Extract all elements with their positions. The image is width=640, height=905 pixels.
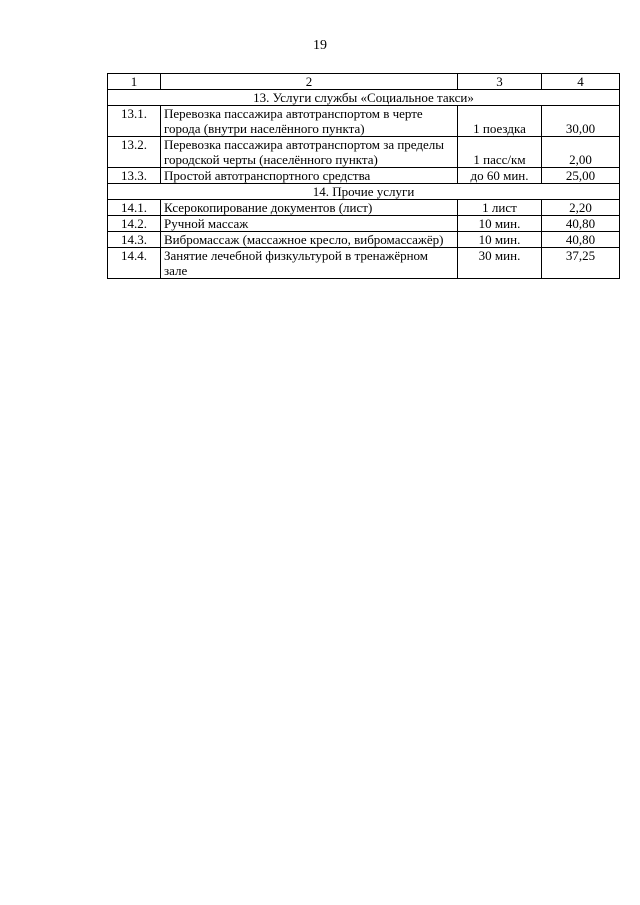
service-unit: 10 мин. bbox=[458, 232, 542, 248]
service-name: Вибромассаж (массажное кресло, вибромассажёр) bbox=[161, 232, 458, 248]
table-row bbox=[108, 200, 620, 216]
price-table bbox=[107, 73, 620, 279]
service-price: 37,25 bbox=[542, 248, 620, 279]
service-name: Занятие лечебной физкультурой в тренажёрном зале bbox=[161, 248, 458, 279]
table-row bbox=[108, 248, 620, 279]
row-number: 14.2. bbox=[108, 216, 161, 232]
section-title: 14. Прочие услуги bbox=[108, 184, 620, 200]
service-price: 40,80 bbox=[542, 216, 620, 232]
table-row bbox=[108, 106, 620, 137]
section-title: 13. Услуги службы «Социальное такси» bbox=[108, 90, 620, 106]
service-name: Ксерокопирование документов (лист) bbox=[161, 200, 458, 216]
service-price: 30,00 bbox=[542, 106, 620, 137]
column-header: 1 bbox=[108, 74, 161, 90]
service-price: 2,20 bbox=[542, 200, 620, 216]
section-title-row bbox=[108, 90, 620, 106]
table-row bbox=[108, 137, 620, 168]
row-number: 13.3. bbox=[108, 168, 161, 184]
row-number: 13.1. bbox=[108, 106, 161, 137]
service-price: 2,00 bbox=[542, 137, 620, 168]
service-name: Перевозка пассажира автотранспортом за пределы городской черты (населённого пункта) bbox=[161, 137, 458, 168]
column-header: 4 bbox=[542, 74, 620, 90]
service-price: 25,00 bbox=[542, 168, 620, 184]
row-number: 14.1. bbox=[108, 200, 161, 216]
table-row bbox=[108, 168, 620, 184]
service-name: Простой автотранспортного средства bbox=[161, 168, 458, 184]
service-unit: 1 поездка bbox=[458, 106, 542, 137]
row-number: 13.2. bbox=[108, 137, 161, 168]
page-number: 19 bbox=[313, 38, 327, 53]
column-header-row bbox=[108, 74, 620, 90]
service-unit: 1 лист bbox=[458, 200, 542, 216]
section-title-row bbox=[108, 184, 620, 200]
table-row bbox=[108, 216, 620, 232]
row-number: 14.4. bbox=[108, 248, 161, 279]
service-name: Ручной массаж bbox=[161, 216, 458, 232]
service-name: Перевозка пассажира автотранспортом в черте города (внутри населённого пункта) bbox=[161, 106, 458, 137]
service-unit: 10 мин. bbox=[458, 216, 542, 232]
table-row bbox=[108, 232, 620, 248]
service-unit: 1 пасс/км bbox=[458, 137, 542, 168]
column-header: 2 bbox=[161, 74, 458, 90]
row-number: 14.3. bbox=[108, 232, 161, 248]
service-price: 40,80 bbox=[542, 232, 620, 248]
service-unit: 30 мин. bbox=[458, 248, 542, 279]
service-unit: до 60 мин. bbox=[458, 168, 542, 184]
column-header: 3 bbox=[458, 74, 542, 90]
